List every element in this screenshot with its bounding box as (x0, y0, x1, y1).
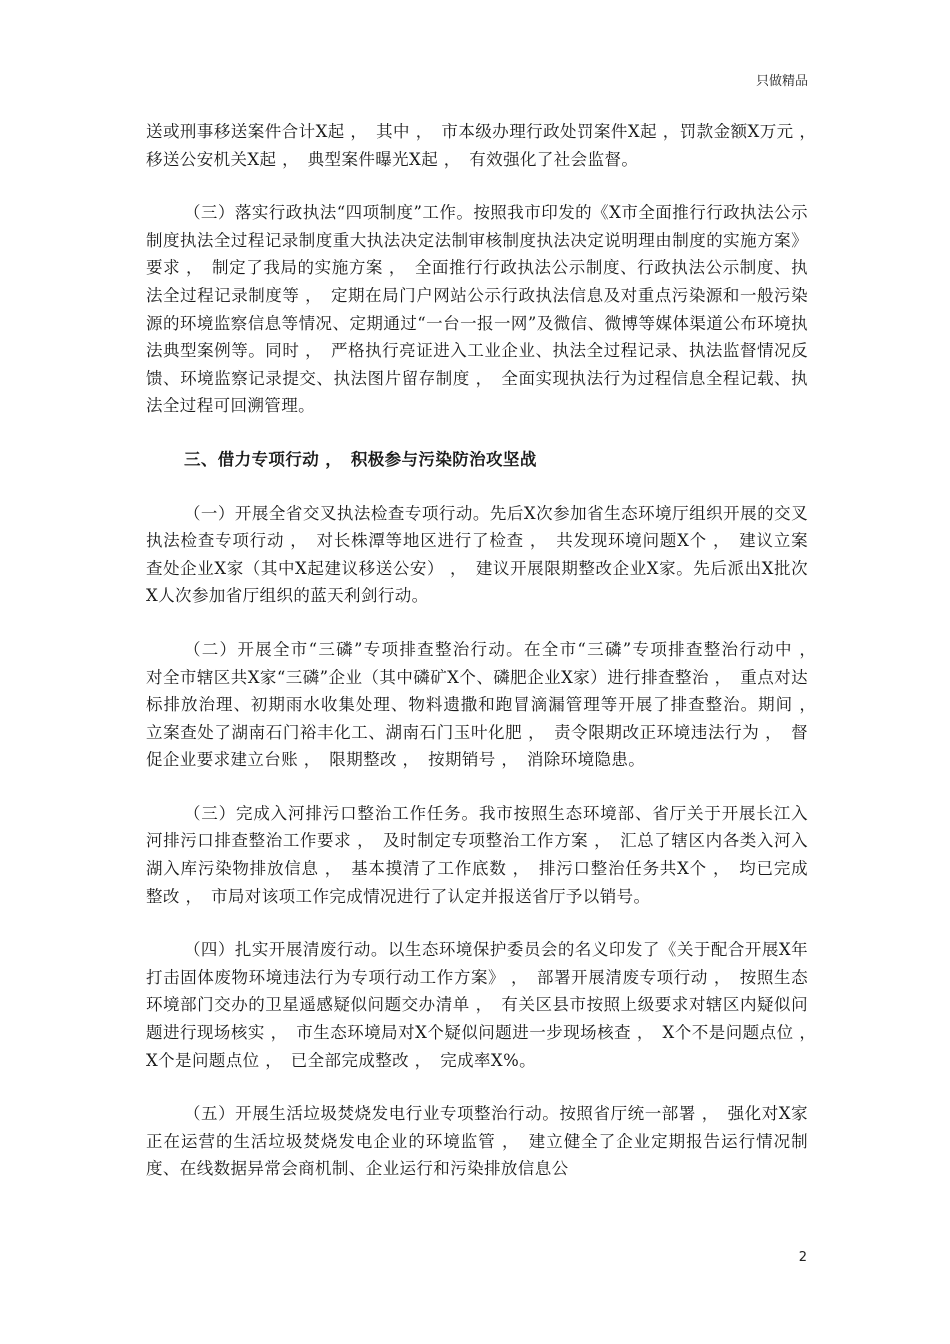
paragraph-incineration: （五）开展生活垃圾焚烧发电行业专项整治行动。按照省厅统一部署 ， 强化对X家正在运营的生活垃圾焚烧发电企业的环境监管 ， 建立健全了企业定期报告运行情况制度、在线数据异常会商机制、企业运行和污染排放信息公 (146, 1104, 808, 1179)
paragraph-waste-clearing: （四）扎实开展清废行动。以生态环境保护委员会的名义印发了《关于配合开展X年打击固体废物环境违法行为专项行动工作方案》 ， 部署开展清废专项行动 ， 按照生态环境部门交办的卫星遥感疑似问题交办清单 ， 有关区县市按照上级要求对辖区内疑似问题进行现场核实 ， 市生态环境局对X个疑似问题进一步现场核查 ， X个不是问题点位 ， X个是问题点位 ， 已全部完成整改 ， 完成率X%。 (146, 940, 825, 1070)
paragraph-four-systems: （三）落实行政执法“四项制度”工作。按照我市印发的《X市全面推行行政执法公示制度执法全过程记录制度重大执法决定法制审核制度执法决定说明理由制度的实施方案》要求 ， 制定了我局的实施方案 ， 全面推行行政执法公示制度、行政执法公示制度、执法全过程记录制度等 ， 定期在局门户网站公示行政执法信息及对重点污染源和一般污染源的环境监察信息等情况、定期通过“一台一报一网”及微信、微博等媒体渠道公布环境执法典型案例等。同时 ， 严格执行亮证进入工业企业、执法全过程记录、执法监督情况反馈、环境监察记录提交、执法图片留存制度 ， 全面实现执法行为过程信息全程记载、执法全过程可回溯管理。 (146, 203, 808, 416)
section-heading-3: 三、借力专项行动 ， 积极参与污染防治攻坚战 (183, 449, 537, 469)
page-number: 2 (798, 1250, 807, 1265)
paragraph-sewage-outlets: （三）完成入河排污口整治工作任务。我市按照生态环境部、省厅关于开展长江入河排污口排查整治工作要求 ， 及时制定专项整治工作方案 ， 汇总了辖区内各类入河入湖入库污染物排放信息 ， 基本摸清了工作底数 ， 排污口整治任务共X个 ， 均已完成整改 ， 市局对该项工作完成情况进行了认定并报送省厅予以销号。 (146, 803, 808, 906)
page-header: 只做精品 (755, 74, 808, 89)
paragraph-three-phosphorus: （二）开展全市“三磷”专项排查整治行动。在全市“三磷”专项排查整治行动中 ， 对全市辖区共X家“三磷”企业（其中磷矿X个、磷肥企业X家）进行排查整治 ， 重点对达标排放治理、初期雨水收集处理、物料遗撒和跑冒滴漏管理等开展了排查整治。期间 ， 立案查处了湖南石门裕丰化工、湖南石门玉叶化肥 ， 责令限期改正环境违法行为 ， 督促企业要求建立台账 ， 限期整改 ， 按期销号 ， 消除环境隐患。 (146, 639, 825, 770)
paragraph-continuation: 送或刑事移送案件合计X起 ， 其中 ， 市本级办理行政处罚案件X起 ，罚款金额X万元 ， 移送公安机关X起 ， 典型案件曝光X起 ， 有效强化了社会监督。 (146, 122, 825, 169)
document-body (146, 118, 825, 1209)
paragraph-cross-inspection: （一）开展全省交叉执法检查专项行动。先后X次参加省生态环境厅组织开展的交叉执法检查专项行动 ， 对长株潭等地区进行了检查 ， 共发现环境问题X个 ， 建议立案查处企业X家（其中X起建议移送公安） ， 建议开展限期整改企业X家。先后派出X批次X人次参加省厅组织的蓝天利剑行动。 (146, 503, 808, 606)
